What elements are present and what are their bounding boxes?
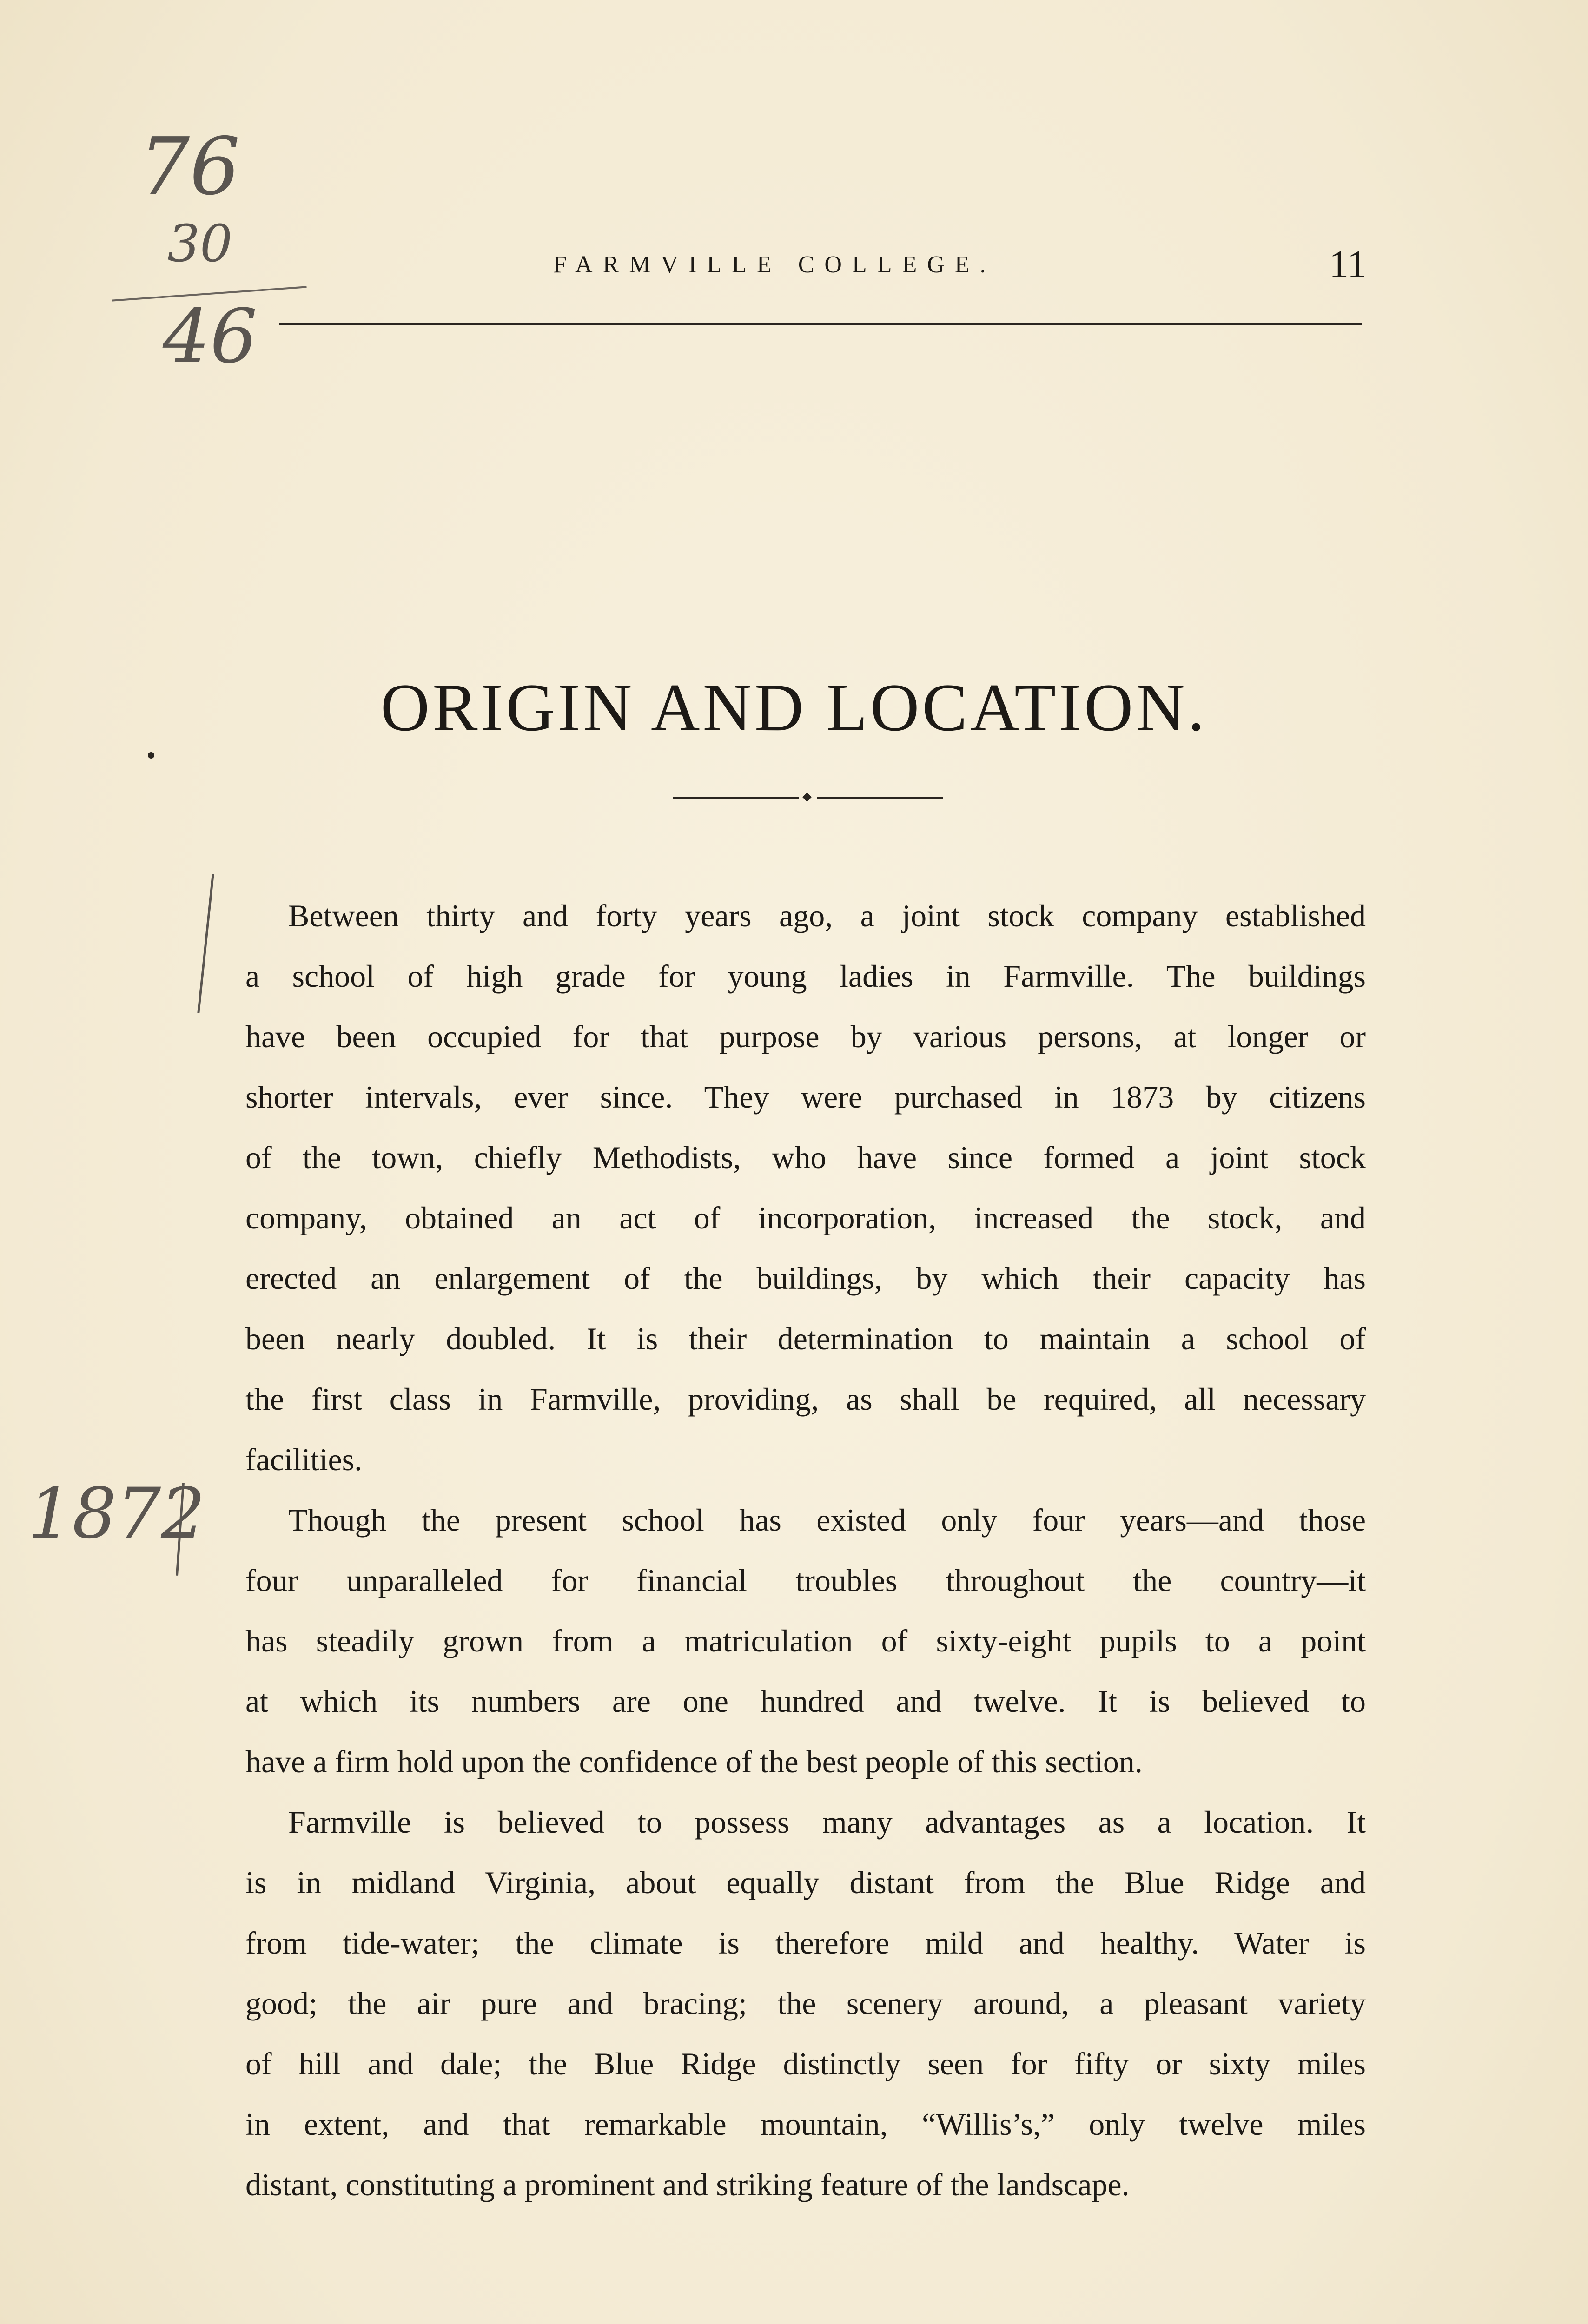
- running-head: [251, 237, 1367, 288]
- handwritten-number-30: 30: [167, 214, 232, 273]
- text-line: erected an enlargement of the buildings, by which their capacity has: [245, 1261, 1366, 1296]
- header-rule: [279, 323, 1362, 325]
- paragraph-1: [245, 885, 1366, 1490]
- chapter-title: ORIGIN AND LOCATION.: [380, 669, 1208, 745]
- text-line: the first class in Farmville, providing, as shall be required, all necessary: [245, 1381, 1366, 1417]
- text-line: Farmville is believed to possess many advantages as a location. It: [288, 1804, 1366, 1840]
- text-line: have been occupied for that purpose by various persons, at longer or: [245, 1019, 1366, 1054]
- page-number: 11: [1329, 243, 1367, 286]
- ornament-line-left: [673, 797, 799, 799]
- ornament-diamond-icon: [802, 792, 812, 802]
- text-line: from tide-water; the climate is therefore mild and healthy. Water is: [245, 1925, 1366, 1961]
- text-line: has steadily grown from a matriculation of sixty-eight pupils to a point: [245, 1623, 1366, 1658]
- handwritten-margin-year: 1872: [28, 1473, 205, 1554]
- text-line: four unparalleled for financial troubles throughout the country—it: [245, 1563, 1366, 1598]
- text-line: Though the present school has existed only four years—and those: [288, 1502, 1366, 1538]
- paragraph-2: [245, 1490, 1366, 1792]
- running-title: FARMVILLE COLLEGE.: [553, 251, 996, 278]
- margin-mark-paragraph-1: [197, 874, 214, 1013]
- text-line: of hill and dale; the Blue Ridge distinctly seen for fifty or sixty miles: [245, 2046, 1366, 2081]
- text-line: Between thirty and forty years ago, a joint stock company established: [288, 898, 1366, 933]
- text-line: of the town, chiefly Methodists, who have since formed a joint stock: [245, 1140, 1366, 1175]
- text-line: shorter intervals, ever since. They were purchased in 1873 by citizens: [245, 1079, 1366, 1115]
- text-line: have a firm hold upon the confidence of the best people of this section.: [245, 1744, 1143, 1779]
- text-line: distant, constituting a prominent and striking feature of the landscape.: [245, 2167, 1130, 2202]
- handwritten-number-76: 76: [139, 121, 240, 213]
- text-line: good; the air pure and bracing; the scenery around, a pleasant variety: [245, 1986, 1366, 2021]
- text-line: is in midland Virginia, about equally distant from the Blue Ridge and: [245, 1865, 1366, 1900]
- text-line: company, obtained an act of incorporation, increased the stock, and: [245, 1200, 1366, 1235]
- text-line: a school of high grade for young ladies in Farmville. The buildings: [245, 958, 1366, 994]
- title-ornament: [673, 793, 943, 802]
- paper-speck: [148, 752, 154, 759]
- text-line: at which its numbers are one hundred and twelve. It is believed to: [245, 1684, 1366, 1719]
- text-line: in extent, and that remarkable mountain, “Willis’s,” only twelve miles: [245, 2106, 1366, 2142]
- text-line: been nearly doubled. It is their determination to maintain a school of: [245, 1321, 1366, 1356]
- body-text: [245, 885, 1366, 2215]
- text-line: facilities.: [245, 1442, 363, 1477]
- ornament-line-right: [817, 797, 943, 799]
- paragraph-3: [245, 1792, 1366, 2215]
- handwritten-number-46: 46: [163, 293, 258, 380]
